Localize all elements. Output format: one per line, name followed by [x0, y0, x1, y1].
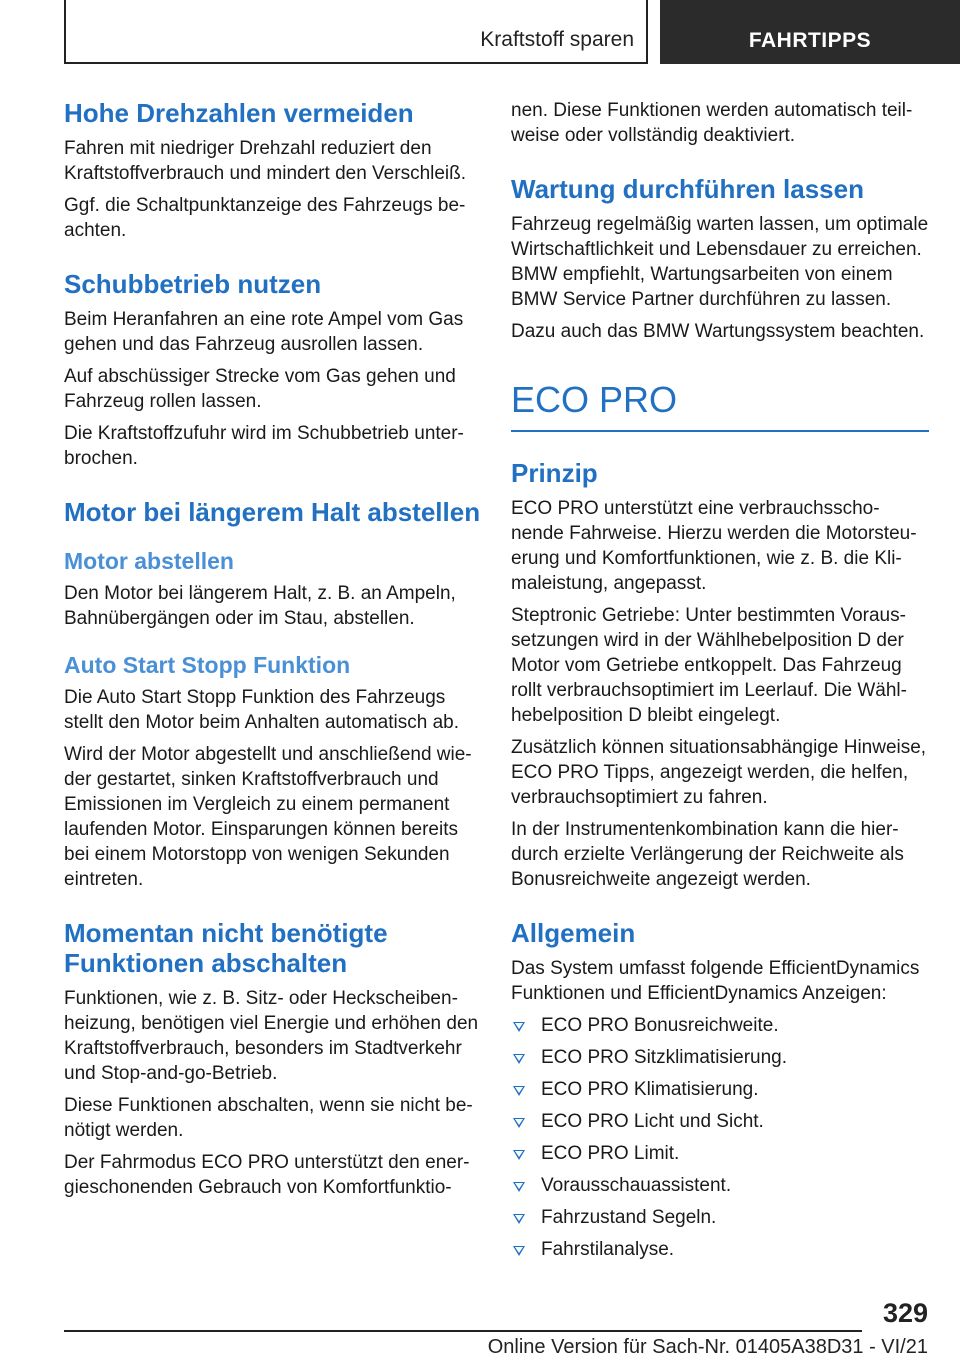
triangle-bullet-icon: [513, 1182, 525, 1192]
paragraph: Auf abschüssiger Strecke vom Gas gehen und Fahrzeug rollen lassen.: [64, 366, 456, 412]
list-item: Fahrstilanalyse.: [511, 1237, 929, 1262]
paragraph: Der Fahrmodus ECO PRO unterstützt den ener-gieschonenden Gebrauch von Komfortfunktio-: [64, 1152, 470, 1198]
paragraph: In der Instrumentenkombination kann die hier-durch erzielte Verlängerung der Reichweite als Bonusreichweite angezeigt werden.: [511, 819, 904, 890]
heading-drehzahlen: Hohe Drehzahlen vermeiden: [64, 98, 414, 128]
paragraph: Wird der Motor abgestellt und anschließend wie-der gestartet, sinken Kraftstoffverbrauch und Emissionen im Vergleich zu einem permanent laufenden Motor. Einsparungen können bereits bei einem Motorstopp von wenigen Sekunden eintreten.: [64, 744, 472, 890]
list-item: ECO PRO Licht und Sicht.: [511, 1109, 929, 1134]
paragraph: Fahren mit niedriger Drehzahl reduziert den Kraftstoffverbrauch und mindert den Verschleiß.: [64, 138, 467, 184]
chapter-heading-eco-pro: ECO PRO: [511, 378, 929, 432]
paragraph: Diese Funktionen abschalten, wenn sie nicht be-nötigt werden.: [64, 1095, 473, 1141]
header-chapter-tab: FAHRTIPPS: [660, 0, 960, 64]
triangle-bullet-icon: [513, 1022, 525, 1032]
header-section-title: Kraftstoff sparen: [480, 28, 634, 51]
heading-motor-halt: Motor bei längerem Halt abstellen: [64, 497, 481, 527]
paragraph: Dazu auch das BMW Wartungssystem beachten.: [511, 321, 925, 342]
footer-divider: [64, 1330, 862, 1332]
heading-allgemein: Allgemein: [511, 918, 636, 948]
header-section-box: [64, 0, 648, 64]
list-item: ECO PRO Bonusreichweite.: [511, 1013, 929, 1038]
triangle-bullet-icon: [513, 1118, 525, 1128]
list-item: ECO PRO Sitzklimatisierung.: [511, 1045, 929, 1070]
paragraph: Zusätzlich können situationsabhängige Hinweise, ECO PRO Tipps, angezeigt werden, die helfen, verbrauchsoptimiert zu fahren.: [511, 737, 927, 808]
left-column: [64, 98, 482, 1207]
paragraph-continued: nen. Diese Funktionen werden automatisch teil-weise oder vollständig deaktiviert.: [511, 100, 913, 146]
efficientdynamics-list: [511, 1013, 929, 1262]
page-number: 329: [882, 1298, 928, 1328]
list-item: ECO PRO Limit.: [511, 1141, 929, 1166]
paragraph: Den Motor bei längerem Halt, z. B. an Ampeln, Bahnübergängen oder im Stau, abstellen.: [64, 583, 456, 629]
paragraph: Das System umfasst folgende EfficientDynamics Funktionen und EfficientDynamics Anzeigen:: [511, 958, 920, 1004]
triangle-bullet-icon: [513, 1086, 525, 1096]
triangle-bullet-icon: [513, 1054, 525, 1064]
paragraph: Die Kraftstoffzufuhr wird im Schubbetrieb unter-brochen.: [64, 423, 464, 469]
heading-prinzip: Prinzip: [511, 458, 598, 488]
paragraph: Steptronic Getriebe: Unter bestimmten Voraus-setzungen wird in der Wählhebelposition D der Motor vom Getriebe entkoppelt. Das Fahrzeug rollt verbrauchsoptimiert im Leerlauf. Die Wähl-hebelposition D bleibt eingelegt.: [511, 605, 907, 726]
subheading-auto-start-stopp: Auto Start Stopp Funktion: [64, 652, 351, 678]
right-column: [511, 98, 929, 1269]
heading-schubbetrieb: Schubbetrieb nutzen: [64, 269, 322, 299]
footer-version-text: Online Version für Sach-Nr. 01405A38D31 - VI/21: [487, 1336, 928, 1358]
heading-funktionen-abschalten: Momentan nicht benötigte Funktionen abschalten: [64, 918, 388, 978]
paragraph: Ggf. die Schaltpunktanzeige des Fahrzeugs be-achten.: [64, 195, 466, 241]
list-item: ECO PRO Klimatisierung.: [511, 1077, 929, 1102]
paragraph: Fahrzeug regelmäßig warten lassen, um optimale Wirtschaftlichkeit und Lebensdauer zu erreichen. BMW empfiehlt, Wartungsarbeiten von einem BMW Service Partner durchführen zu lassen.: [511, 214, 929, 310]
triangle-bullet-icon: [513, 1246, 525, 1256]
subheading-motor-abstellen: Motor abstellen: [64, 548, 234, 574]
triangle-bullet-icon: [513, 1214, 525, 1224]
heading-wartung: Wartung durchführen lassen: [511, 174, 864, 204]
paragraph: Die Auto Start Stopp Funktion des Fahrzeugs stellt den Motor beim Anhalten automatisch ab.: [64, 687, 460, 733]
paragraph: Beim Heranfahren an eine rote Ampel vom Gas gehen und das Fahrzeug ausrollen lassen.: [64, 309, 464, 355]
list-item: Fahrzustand Segeln.: [511, 1205, 929, 1230]
paragraph: ECO PRO unterstützt eine verbrauchsscho-nende Fahrweise. Hierzu werden die Motorsteu-erung und Komfortfunktionen, wie z. B. die Kli-maleistung, angepasst.: [511, 498, 917, 594]
paragraph: Funktionen, wie z. B. Sitz- oder Heckscheiben-heizung, benötigen viel Energie und erhöhen den Kraftstoffverbrauch, besonders im Stadtverkehr und Stop-and-go-Betrieb.: [64, 988, 479, 1084]
triangle-bullet-icon: [513, 1150, 525, 1160]
list-item: Vorausschauassistent.: [511, 1173, 929, 1198]
